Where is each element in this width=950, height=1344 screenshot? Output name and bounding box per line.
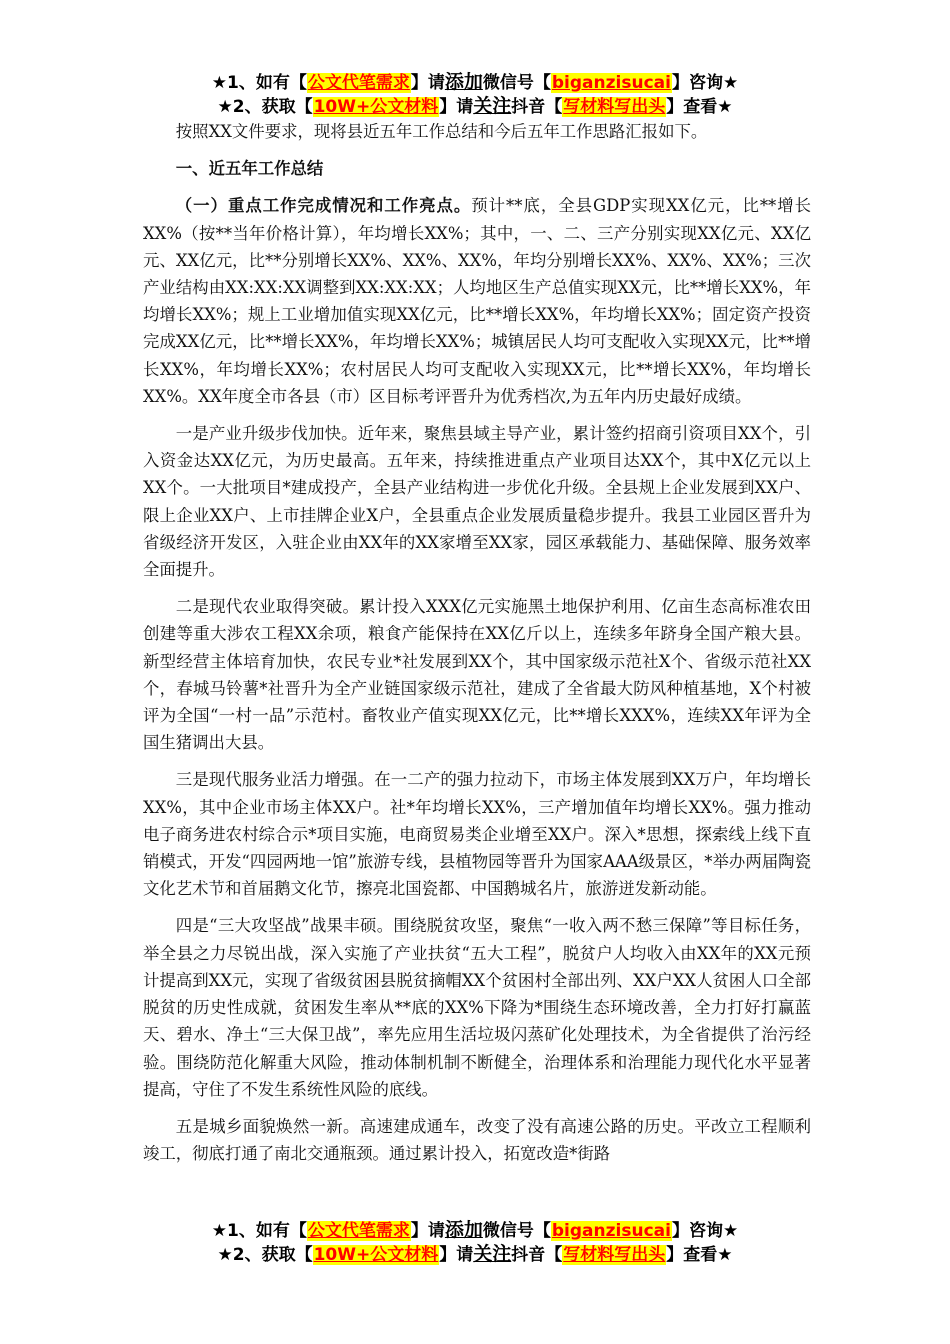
promo-emphasis: 添加 bbox=[444, 71, 483, 93]
promo-highlight-wechat-id: biganzisucai bbox=[551, 1221, 671, 1241]
paragraph-agriculture: 二是现代农业取得突破。累计投入XXX亿元实施黑土地保护利用、亿亩生态高标准农田创建等重大涉农工程XX余项，粮食产能保持在XX亿斤以上，连续多年跻身全国产粮大县。新型经营主体培育加快，农民专业*社发展到XX个，其中国家级示范社X个、省级示范社XX个，春城马铃薯*社晋升为全产业链国家级示范社，建成了全省最大防风种植基地，X个村被评为全国“一村一品”示范村。畜牧业产值实现XX亿元，比**增长XXX%，连续XX年评为全国生猪调出大县。 bbox=[143, 597, 811, 753]
promo-text: 】请 bbox=[410, 73, 445, 93]
promo-line-1 bbox=[0, 1218, 950, 1242]
promo-text: 】咨询★ bbox=[671, 73, 739, 93]
promo-emphasis: 添加 bbox=[444, 1219, 483, 1241]
promo-highlight-service: 公文代笔需求 bbox=[307, 73, 410, 93]
header-promo-banner bbox=[0, 70, 950, 118]
promo-emphasis: 关注 bbox=[473, 95, 512, 117]
promo-text: 】查看★ bbox=[666, 97, 733, 117]
promo-emphasis: 关注 bbox=[473, 1243, 512, 1265]
promo-highlight-service: 公文代笔需求 bbox=[307, 1221, 410, 1241]
promo-text: 】咨询★ bbox=[671, 1221, 739, 1241]
promo-line-1 bbox=[0, 70, 950, 94]
promo-text: 抖音【 bbox=[511, 1245, 563, 1265]
paragraph-services: 三是现代服务业活力增强。在一二产的强力拉动下，市场主体发展到XX万户，年均增长XX%，其中企业市场主体XX户。社*年均增长XX%，三产增加值年均增长XX%。强力推动电子商务进农村综合示*项目实施，电商贸易类企业增至XX户。深入*思想，探索线上线下直销模式，开发“四园两地一馆”旅游专线，县植物园等晋升为国家AAA级景区，*举办两届陶瓷文化艺术节和首届鹅文化节，擦亮北国瓷都、中国鹅城名片，旅游迸发新动能。 bbox=[143, 770, 811, 899]
promo-line-2 bbox=[0, 94, 950, 118]
paragraph-key-work bbox=[143, 192, 811, 410]
promo-highlight-materials: 10W+公文材料 bbox=[313, 1245, 439, 1265]
promo-text: ★1、如有【 bbox=[211, 73, 307, 93]
promo-highlight-materials: 10W+公文材料 bbox=[313, 97, 439, 117]
promo-text: ★2、获取【 bbox=[217, 1245, 313, 1265]
promo-text: ★2、获取【 bbox=[217, 97, 313, 117]
paragraph-text: 预计**底，全县GDP实现XX亿元，比**增长XX%（按**当年价格计算），年均增长XX%；其中，一、二、三产分别实现XX亿元、XX亿元、XX亿元，比**分别增长XX%、XX%、XX%，年均分别增长XX%、XX%、XX%；三次产业结构由XX:XX:XX调整到XX:XX:XX；人均地区生产总值实现XX元，比**增长XX%，年均增长XX%；规上工业增加值实现XX亿元，比**增长XX%，年均增长XX%；固定资产投资完成XX亿元，比**增长XX%，年均增长XX%；城镇居民人均可支配收入实现XX元，比**增长XX%，年均增长XX%；农村居民人均可支配收入实现XX元，比**增长XX%，年均增长XX%。XX年度全市各县（市）区目标考评晋升为优秀档次,为五年内历史最好成绩。 bbox=[143, 196, 811, 406]
promo-text: 】请 bbox=[410, 1221, 445, 1241]
promo-text: 抖音【 bbox=[511, 97, 563, 117]
promo-text: 】请 bbox=[439, 1245, 474, 1265]
promo-highlight-douyin-id: 写材料写出头 bbox=[563, 1245, 666, 1265]
promo-highlight-douyin-id: 写材料写出头 bbox=[563, 97, 666, 117]
promo-highlight-wechat-id: biganzisucai bbox=[551, 73, 671, 93]
paragraph-three-battles: 四是“三大攻坚战”战果丰硕。围绕脱贫攻坚，聚焦“一收入两不愁三保障”等目标任务，举全县之力尽锐出战，深入实施了产业扶贫“五大工程”，脱贫户人均收入由XX年的XX元预计提高到XX元，实现了省级贫困县脱贫摘帽XX个贫困村全部出列、XX户XX人贫困人口全部脱贫的历史性成就，贫困发生率从**底的XX%下降为*围绕生态环境改善，全力打好打赢蓝天、碧水、净土“三大保卫战”，率先应用生活垃圾闪蒸矿化处理技术，为全省提供了治污经验。围绕防范化解重大风险，推动体制机制不断健全，治理体系和治理能力现代化水平显著提高，守住了不发生系统性风险的底线。 bbox=[143, 916, 811, 1099]
promo-text: 】请 bbox=[439, 97, 474, 117]
promo-line-2 bbox=[0, 1242, 950, 1266]
footer-promo-banner bbox=[0, 1218, 950, 1266]
intro-paragraph: 按照XX文件要求，现将县近五年工作总结和今后五年工作思路汇报如下。 bbox=[175, 122, 708, 141]
paragraph-lead: （一）重点工作完成情况和工作亮点。 bbox=[175, 196, 472, 216]
paragraph-urban-rural: 五是城乡面貌焕然一新。高速建成通车，改变了没有高速公路的历史。平改立工程顺利竣工，彻底打通了南北交通瓶颈。通过累计投入，拓宽改造*街路 bbox=[143, 1116, 811, 1164]
paragraph-industry: 一是产业升级步伐加快。近年来，聚焦县域主导产业，累计签约招商引资项目XX个，引入资金达XX亿元，为历史最高。五年来，持续推进重点产业项目达XX个，其中X亿元以上XX个。一大批项目*建成投产，全县产业结构进一步优化升级。全县规上企业发展到XX户、限上企业XX户、上市挂牌企业X户，全县重点企业发展质量稳步提升。我县工业园区晋升为省级经济开发区，入驻企业由XX年的XX家增至XX家，园区承载能力、基础保障、服务效率全面提升。 bbox=[143, 424, 811, 580]
promo-text: 】查看★ bbox=[666, 1245, 733, 1265]
promo-text: ★1、如有【 bbox=[211, 1221, 307, 1241]
promo-text: 微信号【 bbox=[482, 73, 551, 93]
section-heading: 一、近五年工作总结 bbox=[175, 159, 324, 179]
document-body bbox=[143, 118, 811, 1167]
promo-text: 微信号【 bbox=[482, 1221, 551, 1241]
